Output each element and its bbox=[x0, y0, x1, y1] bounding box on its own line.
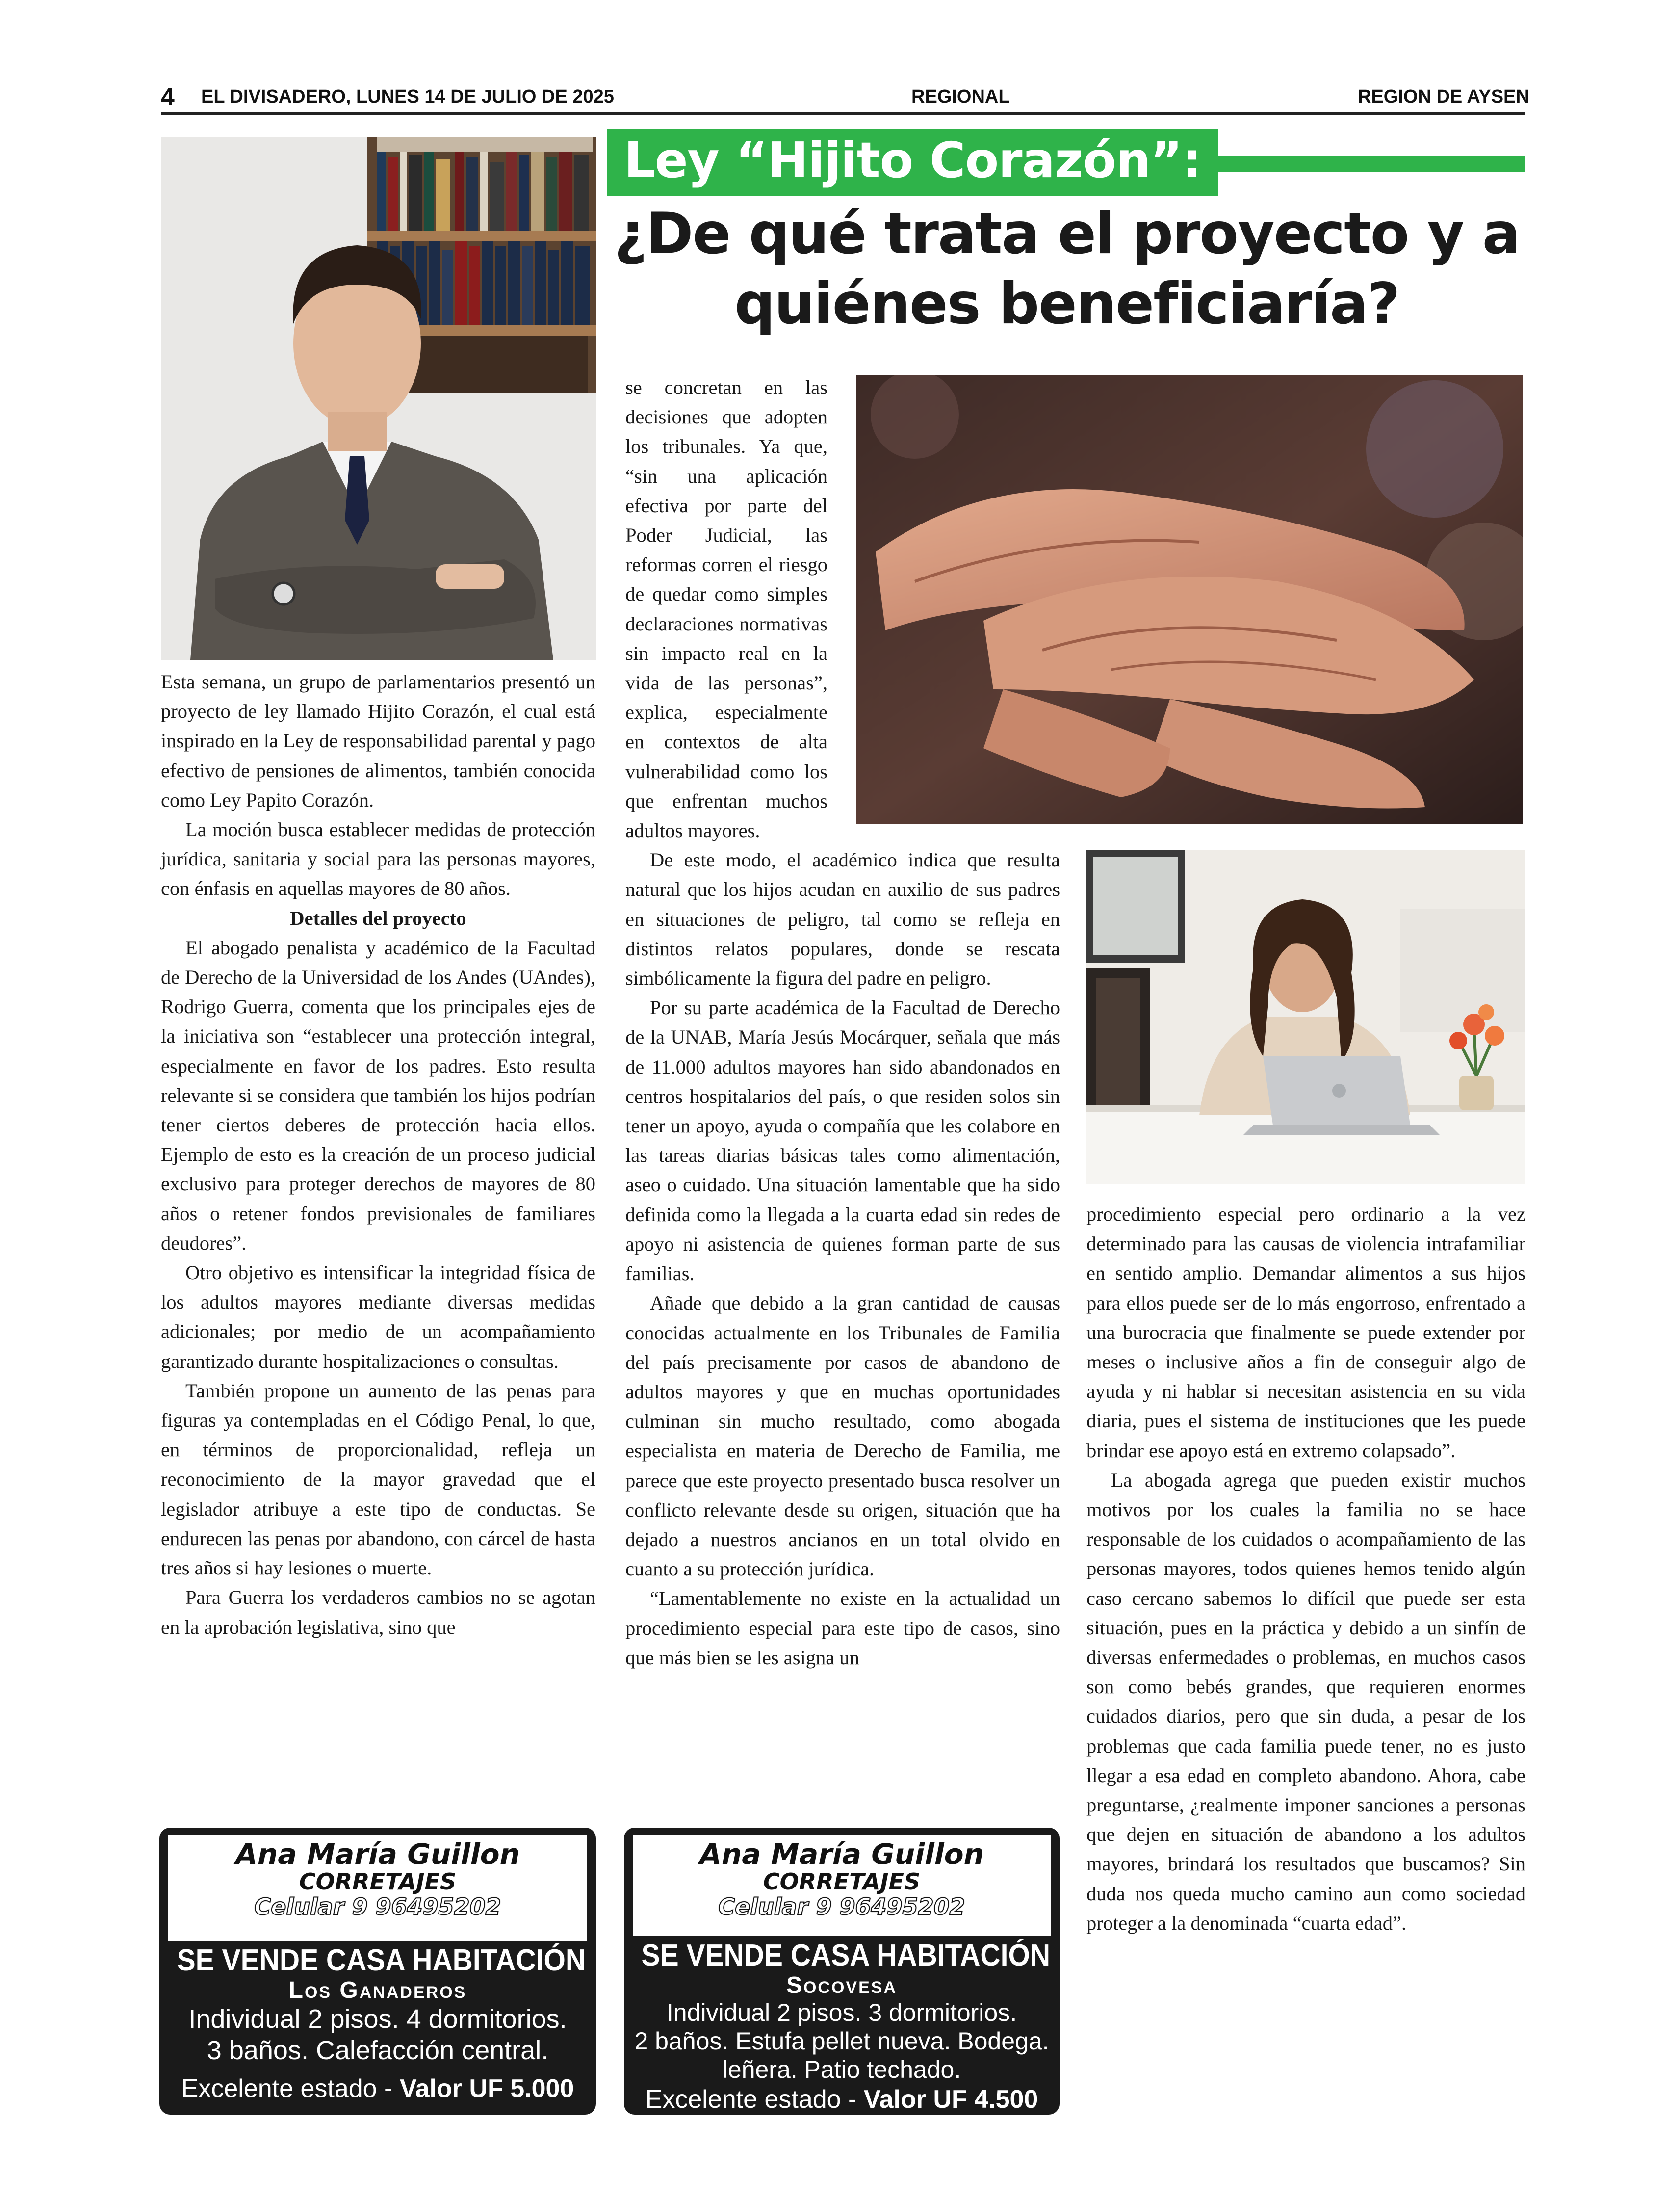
article-headline: ¿De qué trata el proyecto y a quiénes beneficiaría? bbox=[614, 201, 1520, 337]
column2-paragraph: Añade que debido a la gran cantidad de causas conocidas actualmente en los Tribunales de Familia del país precisamente por casos de abandono de adultos mayores y que en muchas oportunidades culminan sin mucho resultado, como abogada especialista en materia de Derecho de Familia, me parece que este proyecto presentado busca resolver un conflicto relevante desde su origen, situación que ha dejado a nuestros ancianos en un total olvido en cuanto a su protección jurídica. bbox=[625, 1292, 1060, 1580]
column1-paragraph: También propone un aumento de las penas para figuras ya contempladas en el Código Penal, lo que, en términos de proporcionalidad, refleja un reconocimiento de la mayor gravedad que el legislador atribuye a este tipo de conductas. Se endurecen las penas por abandono, con cárcel de hasta tres años si hay lesiones o muerte. bbox=[161, 1379, 595, 1579]
ad-state: Excelente estado - bbox=[645, 2085, 864, 2114]
ad-price-line bbox=[159, 2074, 596, 2103]
classified-ad-2 bbox=[624, 1828, 1060, 2115]
ad-description: Individual 2 pisos. 4 dormitorios. bbox=[188, 2004, 567, 2034]
ad-description: 2 baños. Estufa pellet nueva. Bodega. bbox=[634, 2027, 1049, 2055]
ad-company: CORRETAJES bbox=[299, 1868, 457, 1895]
ad-price-line bbox=[624, 2085, 1060, 2114]
article-column-3 bbox=[1086, 1200, 1525, 1938]
column1-paragraph: Otro objetivo es intensificar la integridad física de los adultos mayores mediante diversas medidas adicionales; por medio de un acompañamiento garantizado durante hospitalizaciones o consultas. bbox=[161, 1261, 595, 1372]
ad-location: Los Ganaderos bbox=[288, 1977, 467, 2003]
column1-paragraph: Para Guerra los verdaderos cambios no se agotan en la aprobación legislativa, sino que bbox=[161, 1586, 595, 1638]
ad-price: Valor UF 5.000 bbox=[399, 2074, 574, 2103]
ad-location: Socovesa bbox=[786, 1972, 898, 1998]
ad-description: leñera. Patio techado. bbox=[722, 2056, 961, 2083]
publication-dateline: EL DIVISADERO, LUNES 14 DE JULIO DE 2025 bbox=[201, 86, 614, 107]
ad-description: 3 baños. Calefacción central. bbox=[207, 2036, 549, 2065]
ad-agent-name: Ana María Guillon bbox=[699, 1837, 984, 1871]
ad-sale-title: SE VENDE CASA HABITACIÓN bbox=[641, 1939, 1051, 1972]
article-column-2 bbox=[625, 373, 1060, 1673]
region-label: REGION DE AYSEN bbox=[1358, 86, 1529, 107]
man-in-suit-photo bbox=[161, 137, 596, 660]
column3-paragraph: procedimiento especial pero ordinario a la vez determinado para las causas de violencia intrafamiliar en sentido amplio. Demandar alimentos a sus hijos para ellos puede ser de lo más engorroso, enfrentado a una burocracia que finalmente se puede extender por meses o inclusive años a fin de conseguir algo de ayuda y ni hablar si necesitan asistencia en su vida diaria, pues el sistema de instituciones que les puede brindar ese apoyo está en extremo colapsado”. bbox=[1086, 1203, 1525, 1462]
ad-phone: Celular 9 96495202 bbox=[718, 1893, 965, 1920]
header-rule bbox=[161, 112, 1525, 115]
ad-description: Individual 2 pisos. 3 dormitorios. bbox=[666, 1999, 1017, 2026]
ad-state: Excelente estado - bbox=[181, 2074, 400, 2103]
ad-sale-title: SE VENDE CASA HABITACIÓN bbox=[177, 1943, 586, 1977]
ad-header bbox=[633, 1835, 1051, 1936]
ad-price: Valor UF 4.500 bbox=[863, 2085, 1038, 2114]
page-number: 4 bbox=[161, 83, 175, 110]
woman-at-desk-photo bbox=[1086, 850, 1525, 1184]
column1-paragraph: El abogado penalista y académico de la Facultad de Derecho de la Universidad de los Andes (UAndes), Rodrigo Guerra, comenta que los principales ejes de la iniciativa son “establecer una protección integral, especialmente en favor de los padres. Esto resulta relevante si se considera que también los hijos podrían tener ciertos deberes de protección hacia ellos. Ejemplo de esto es la creación de un proceso judicial exclusivo para proteger derechos de mayores de 80 años o retener fondos previsionales de familiares deudores”. bbox=[161, 936, 595, 1254]
column2-paragraph: “Lamentablemente no existe en la actualidad un procedimiento especial para este tipo de casos, sino que más bien se les asigna un bbox=[625, 1587, 1060, 1669]
column2-paragraph: Por su parte académica de la Facultad de Derecho de la UNAB, María Jesús Mocárquer, señala que más de 11.000 adultos mayores han sido abandonados en centros hospitalarios del país, o que residen solos sin tener un apoyo, ayuda o compañía que les colabore en las tareas diarias básicas tales como alimentación, aseo o cuidado. Una situación lamentable que ha sido definida como la llegada a la cuarta edad sin redes de apoyo ni asistencia de quienes forman parte de sus familias. bbox=[625, 996, 1060, 1285]
classified-ad-1 bbox=[159, 1828, 596, 2115]
column1-paragraph: La moción busca establecer medidas de protección jurídica, sanitaria y social para las personas mayores, con énfasis en aquellas mayores de 80 años. bbox=[161, 818, 595, 900]
ad-header bbox=[168, 1835, 587, 1941]
ad-company: CORRETAJES bbox=[763, 1868, 921, 1895]
column2-paragraph: De este modo, el académico indica que resulta natural que los hijos acudan en auxilio de sus padres en situaciones de peligro, tal como se refleja en distintos relatos populares, donde se rescata simbólicamente la figura del padre en peligro. bbox=[625, 849, 1060, 990]
article-kicker: Ley “Hijito Corazón”: bbox=[624, 131, 1201, 189]
article-column-1 bbox=[161, 667, 595, 1642]
section-label: REGIONAL bbox=[911, 86, 1010, 107]
column1-paragraph: Esta semana, un grupo de parlamentarios presentó un proyecto de ley llamado Hijito Corazón, el cual está inspirado en la Ley de responsabilidad parental y pago efectivo de pensiones de alimentos, también conocida como Ley Papito Corazón. bbox=[161, 671, 595, 811]
kicker-rule bbox=[1212, 156, 1525, 172]
ad-phone: Celular 9 96495202 bbox=[254, 1893, 501, 1920]
ad-agent-name: Ana María Guillon bbox=[235, 1837, 520, 1871]
column3-paragraph: La abogada agrega que pueden existir muchos motivos por los cuales la familia no se hace responsable de los cuidados o acompañamiento de las personas mayores, todos quienes hemos tenido algún caso cercano sabemos lo difícil que puede ser esta situación, pues en la práctica y debido a un sinfín de diversas enfermedades o problemas, en muchos casos son como bebés grandes, que requieren enormes cuidados diarios, pero que sin duda, a pesar de los problemas que cada familia puede tener, no es justo llegar a esa edad en completo abandono. Ahora, cabe preguntarse, ¿realmente imponer sanciones a personas que dejen en situación de abandono a los adultos mayores, brindará los resultados que buscamos? Sin duda nos queda mucho camino aun como sociedad proteger a la denominada “cuarta edad”. bbox=[1086, 1468, 1525, 1934]
article-subheading: Detalles del proyecto bbox=[290, 907, 466, 929]
column2-paragraph: se concretan en las decisiones que adopten los tribunales. Ya que, “sin una aplicación efectiva por parte del Poder Judicial, las reformas corren el riesgo de quedar como simples declaraciones normativas sin impacto real en la vida de las personas”, explica, especialmente en contextos de alta vulnerabilidad como los que enfrentan muchos adultos mayores. bbox=[625, 376, 827, 842]
